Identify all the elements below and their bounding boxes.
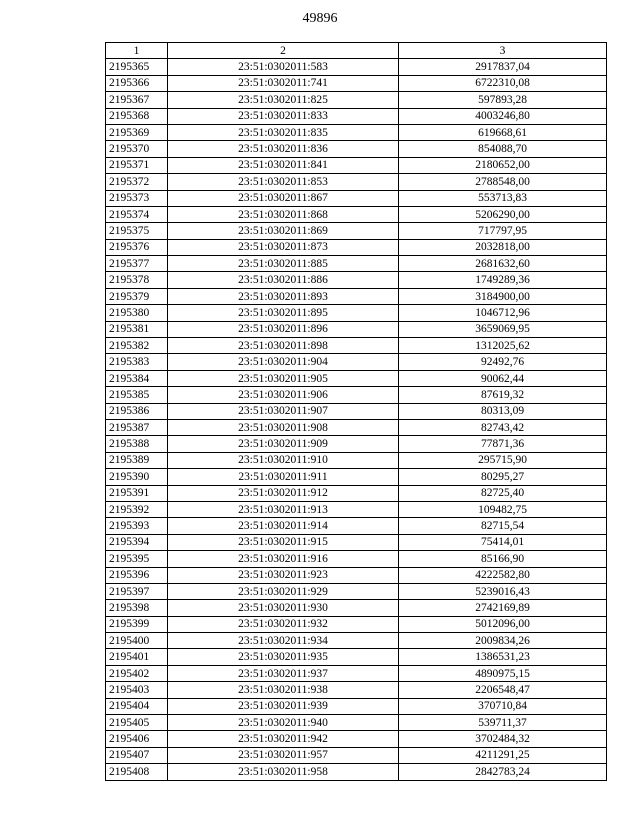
row-number-cell: 2195370 [106, 141, 168, 157]
row-number-cell: 2195395 [106, 551, 168, 567]
row-number-cell: 2195393 [106, 518, 168, 534]
cadastral-value-cell: 3659069,95 [399, 321, 607, 337]
cadastral-value-cell: 2180652,00 [399, 157, 607, 173]
table-row [106, 321, 607, 337]
row-number-cell: 2195382 [106, 338, 168, 354]
table-row [106, 206, 607, 222]
row-number-cell: 2195402 [106, 665, 168, 681]
cadastral-value-cell: 82743,42 [399, 419, 607, 435]
cadastral-number-cell: 23:51:0302011:940 [168, 715, 399, 731]
cadastral-number-cell: 23:51:0302011:841 [168, 157, 399, 173]
row-number-cell: 2195404 [106, 698, 168, 714]
cadastral-value-cell: 2206548,47 [399, 682, 607, 698]
row-number-cell: 2195374 [106, 206, 168, 222]
table-row [106, 715, 607, 731]
table-row [106, 665, 607, 681]
table-row [106, 485, 607, 501]
cadastral-number-cell: 23:51:0302011:583 [168, 59, 399, 75]
table-row [106, 141, 607, 157]
cadastral-value-cell: 87619,32 [399, 387, 607, 403]
row-number-cell: 2195371 [106, 157, 168, 173]
cadastral-number-cell: 23:51:0302011:914 [168, 518, 399, 534]
cadastral-value-cell: 370710,84 [399, 698, 607, 714]
row-number-cell: 2195386 [106, 403, 168, 419]
row-number-cell: 2195396 [106, 567, 168, 583]
cadastral-value-cell: 75414,01 [399, 534, 607, 550]
row-number-cell: 2195391 [106, 485, 168, 501]
cadastral-number-cell: 23:51:0302011:915 [168, 534, 399, 550]
row-number-cell: 2195366 [106, 75, 168, 91]
table-row [106, 764, 607, 780]
cadastral-value-cell: 3702484,32 [399, 731, 607, 747]
cadastral-number-cell: 23:51:0302011:873 [168, 239, 399, 255]
cadastral-value-cell: 4003246,80 [399, 108, 607, 124]
cadastral-value-cell: 82715,54 [399, 518, 607, 534]
table-row [106, 256, 607, 272]
row-number-cell: 2195405 [106, 715, 168, 731]
table-row [106, 501, 607, 517]
cadastral-value-cell: 5206290,00 [399, 206, 607, 222]
cadastral-value-cell: 90062,44 [399, 370, 607, 386]
table-row [106, 583, 607, 599]
cadastral-number-cell: 23:51:0302011:930 [168, 600, 399, 616]
table-row [106, 354, 607, 370]
cadastral-number-cell: 23:51:0302011:909 [168, 436, 399, 452]
cadastral-number-cell: 23:51:0302011:906 [168, 387, 399, 403]
cadastral-value-cell: 5012096,00 [399, 616, 607, 632]
table-header-row [106, 43, 607, 59]
cadastral-number-cell: 23:51:0302011:825 [168, 92, 399, 108]
cadastral-value-cell: 1312025,62 [399, 338, 607, 354]
cadastral-value-cell: 1386531,23 [399, 649, 607, 665]
cadastral-value-cell: 85166,90 [399, 551, 607, 567]
cadastral-number-cell: 23:51:0302011:935 [168, 649, 399, 665]
row-number-cell: 2195380 [106, 305, 168, 321]
row-number-cell: 2195399 [106, 616, 168, 632]
table-row [106, 551, 607, 567]
cadastral-number-cell: 23:51:0302011:869 [168, 223, 399, 239]
row-number-cell: 2195390 [106, 469, 168, 485]
column-header-3: 3 [399, 43, 607, 59]
cadastral-value-cell: 2788548,00 [399, 174, 607, 190]
row-number-cell: 2195365 [106, 59, 168, 75]
table-row [106, 272, 607, 288]
cadastral-value-cell: 295715,90 [399, 452, 607, 468]
row-number-cell: 2195389 [106, 452, 168, 468]
cadastral-value-cell: 5239016,43 [399, 583, 607, 599]
cadastral-number-cell: 23:51:0302011:741 [168, 75, 399, 91]
row-number-cell: 2195394 [106, 534, 168, 550]
cadastral-number-cell: 23:51:0302011:886 [168, 272, 399, 288]
row-number-cell: 2195373 [106, 190, 168, 206]
row-number-cell: 2195403 [106, 682, 168, 698]
table-row [106, 518, 607, 534]
table-row [106, 75, 607, 91]
row-number-cell: 2195383 [106, 354, 168, 370]
cadastral-number-cell: 23:51:0302011:923 [168, 567, 399, 583]
cadastral-value-cell: 77871,36 [399, 436, 607, 452]
table-row [106, 239, 607, 255]
row-number-cell: 2195407 [106, 747, 168, 763]
table-row [106, 157, 607, 173]
table-row [106, 698, 607, 714]
cadastral-number-cell: 23:51:0302011:932 [168, 616, 399, 632]
cadastral-value-cell: 1046712,96 [399, 305, 607, 321]
table-row [106, 452, 607, 468]
cadastral-number-cell: 23:51:0302011:905 [168, 370, 399, 386]
row-number-cell: 2195392 [106, 501, 168, 517]
cadastral-value-cell: 2917837,04 [399, 59, 607, 75]
row-number-cell: 2195367 [106, 92, 168, 108]
table-row [106, 682, 607, 698]
table-row [106, 403, 607, 419]
cadastral-value-cell: 6722310,08 [399, 75, 607, 91]
table-row [106, 190, 607, 206]
table-row [106, 338, 607, 354]
table-row [106, 747, 607, 763]
cadastral-number-cell: 23:51:0302011:868 [168, 206, 399, 222]
cadastral-value-cell: 2681632,60 [399, 256, 607, 272]
table-row [106, 387, 607, 403]
row-number-cell: 2195385 [106, 387, 168, 403]
cadastral-number-cell: 23:51:0302011:912 [168, 485, 399, 501]
cadastral-value-cell: 597893,28 [399, 92, 607, 108]
column-header-2: 2 [168, 43, 399, 59]
cadastral-value-cell: 717797,95 [399, 223, 607, 239]
cadastral-number-cell: 23:51:0302011:916 [168, 551, 399, 567]
cadastral-value-table [105, 42, 607, 781]
table-row [106, 92, 607, 108]
cadastral-number-cell: 23:51:0302011:898 [168, 338, 399, 354]
table-row [106, 223, 607, 239]
row-number-cell: 2195376 [106, 239, 168, 255]
cadastral-number-cell: 23:51:0302011:938 [168, 682, 399, 698]
cadastral-number-cell: 23:51:0302011:907 [168, 403, 399, 419]
cadastral-value-cell: 854088,70 [399, 141, 607, 157]
cadastral-value-cell: 539711,37 [399, 715, 607, 731]
row-number-cell: 2195369 [106, 124, 168, 140]
cadastral-number-cell: 23:51:0302011:896 [168, 321, 399, 337]
table-row [106, 567, 607, 583]
table-row [106, 419, 607, 435]
row-number-cell: 2195377 [106, 256, 168, 272]
cadastral-number-cell: 23:51:0302011:942 [168, 731, 399, 747]
cadastral-value-cell: 619668,61 [399, 124, 607, 140]
cadastral-number-cell: 23:51:0302011:835 [168, 124, 399, 140]
cadastral-value-cell: 80295,27 [399, 469, 607, 485]
row-number-cell: 2195400 [106, 633, 168, 649]
table-row [106, 633, 607, 649]
table-row [106, 649, 607, 665]
row-number-cell: 2195408 [106, 764, 168, 780]
cadastral-value-cell: 2842783,24 [399, 764, 607, 780]
cadastral-number-cell: 23:51:0302011:957 [168, 747, 399, 763]
row-number-cell: 2195388 [106, 436, 168, 452]
cadastral-number-cell: 23:51:0302011:885 [168, 256, 399, 272]
cadastral-number-cell: 23:51:0302011:939 [168, 698, 399, 714]
cadastral-number-cell: 23:51:0302011:913 [168, 501, 399, 517]
cadastral-number-cell: 23:51:0302011:929 [168, 583, 399, 599]
table-row [106, 469, 607, 485]
table-row [106, 436, 607, 452]
table-row [106, 108, 607, 124]
cadastral-value-cell: 3184900,00 [399, 288, 607, 304]
cadastral-number-cell: 23:51:0302011:893 [168, 288, 399, 304]
cadastral-number-cell: 23:51:0302011:908 [168, 419, 399, 435]
cadastral-value-cell: 82725,40 [399, 485, 607, 501]
column-header-1: 1 [106, 43, 168, 59]
table-row [106, 59, 607, 75]
cadastral-value-cell: 2742169,89 [399, 600, 607, 616]
row-number-cell: 2195387 [106, 419, 168, 435]
table-body [106, 59, 607, 780]
table-row [106, 305, 607, 321]
table-row [106, 124, 607, 140]
row-number-cell: 2195372 [106, 174, 168, 190]
table-row [106, 616, 607, 632]
row-number-cell: 2195398 [106, 600, 168, 616]
page-number: 49896 [302, 11, 338, 26]
table-row [106, 731, 607, 747]
cadastral-number-cell: 23:51:0302011:911 [168, 469, 399, 485]
cadastral-number-cell: 23:51:0302011:934 [168, 633, 399, 649]
cadastral-number-cell: 23:51:0302011:937 [168, 665, 399, 681]
cadastral-value-cell: 4890975,15 [399, 665, 607, 681]
cadastral-number-cell: 23:51:0302011:958 [168, 764, 399, 780]
row-number-cell: 2195368 [106, 108, 168, 124]
cadastral-number-cell: 23:51:0302011:904 [168, 354, 399, 370]
cadastral-number-cell: 23:51:0302011:836 [168, 141, 399, 157]
row-number-cell: 2195401 [106, 649, 168, 665]
cadastral-number-cell: 23:51:0302011:853 [168, 174, 399, 190]
cadastral-number-cell: 23:51:0302011:910 [168, 452, 399, 468]
row-number-cell: 2195397 [106, 583, 168, 599]
table-row [106, 534, 607, 550]
row-number-cell: 2195379 [106, 288, 168, 304]
cadastral-value-cell: 4211291,25 [399, 747, 607, 763]
row-number-cell: 2195375 [106, 223, 168, 239]
cadastral-value-cell: 553713,83 [399, 190, 607, 206]
cadastral-number-cell: 23:51:0302011:867 [168, 190, 399, 206]
cadastral-value-cell: 92492,76 [399, 354, 607, 370]
row-number-cell: 2195384 [106, 370, 168, 386]
table-row [106, 600, 607, 616]
table-row [106, 370, 607, 386]
row-number-cell: 2195381 [106, 321, 168, 337]
cadastral-value-cell: 80313,09 [399, 403, 607, 419]
cadastral-number-cell: 23:51:0302011:895 [168, 305, 399, 321]
cadastral-value-cell: 109482,75 [399, 501, 607, 517]
cadastral-value-cell: 2009834,26 [399, 633, 607, 649]
cadastral-value-cell: 4222582,80 [399, 567, 607, 583]
cadastral-value-cell: 2032818,00 [399, 239, 607, 255]
cadastral-value-cell: 1749289,36 [399, 272, 607, 288]
cadastral-number-cell: 23:51:0302011:833 [168, 108, 399, 124]
row-number-cell: 2195378 [106, 272, 168, 288]
table-row [106, 174, 607, 190]
row-number-cell: 2195406 [106, 731, 168, 747]
table-row [106, 288, 607, 304]
